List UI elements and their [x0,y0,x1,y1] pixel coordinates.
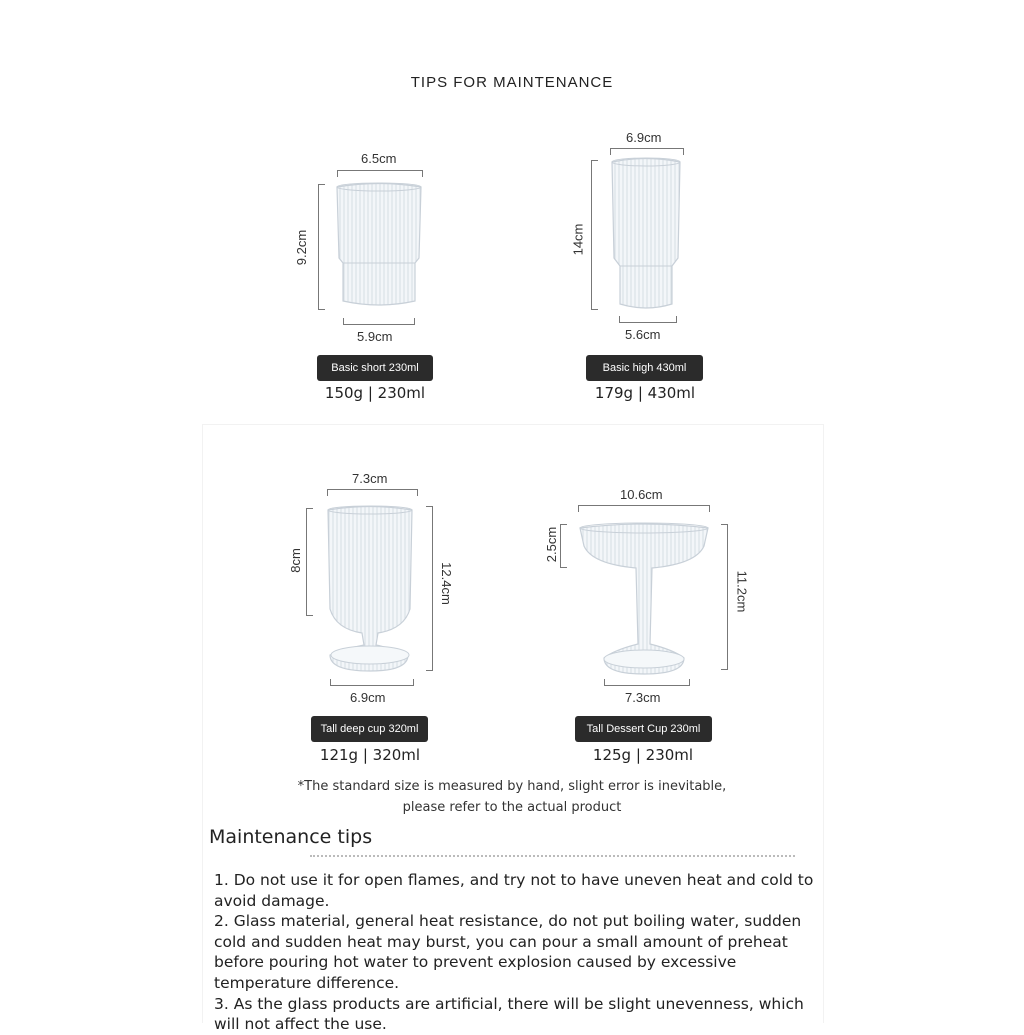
height-label: 12.4cm [438,562,454,605]
product-spec: 121g | 320ml [319,746,421,764]
top-width-bracket [337,170,423,177]
top-width-label: 6.5cm [361,151,397,166]
bowl-height-bracket [306,508,313,616]
measurement-note-line2: please refer to the actual product [402,800,622,815]
maintenance-tip: 1. Do not use it for open flames, and try not to have uneven heat and cold to avoid damage. [214,871,814,910]
product-tag: Tall Dessert Cup 230ml [575,716,712,742]
top-width-label: 6.9cm [626,130,662,145]
height-bracket [591,160,598,310]
bowl-height-bracket [560,524,567,568]
bottom-width-bracket [330,679,414,686]
basic-short-glass-illustration [335,183,425,313]
top-width-label: 10.6cm [620,487,663,502]
product-spec: 125g | 230ml [592,746,694,764]
dotted-divider [310,855,795,857]
bottom-width-bracket [604,679,690,686]
product-spec: 150g | 230ml [324,384,426,402]
measurement-note-line1: *The standard size is measured by hand, slight error is inevitable, [297,779,727,794]
top-width-label: 7.3cm [352,471,388,486]
maintenance-tip: 3. As the glass products are artificial, there will be slight unevenness, which will not affect the use. [214,994,804,1034]
height-label: 11.2cm [734,570,750,613]
tall-deep-cup-illustration [324,505,416,675]
maintenance-tip: 2. Glass material, general heat resistance, do not put boiling water, sudden cold and sudden heat may burst, you can pour a small amount of preheat before pouring hot water to prevent explosion caused by excessive temperature difference. [214,912,802,992]
product-tag: Basic high 430ml [586,355,703,381]
top-width-bracket [327,489,418,496]
bottom-width-label: 5.6cm [625,327,661,342]
height-label: 14cm [570,223,586,256]
height-bracket [318,184,325,310]
top-width-bracket [610,148,684,155]
tall-dessert-cup-illustration [578,522,712,677]
top-width-bracket [578,505,710,512]
bowl-height-label: 2.5cm [544,526,560,563]
bowl-height-label: 8cm [287,548,303,573]
product-spec: 179g | 430ml [594,384,696,402]
product-tag: Tall deep cup 320ml [311,716,428,742]
bottom-width-label: 6.9cm [350,690,386,705]
height-label: 9.2cm [294,229,310,266]
bottom-width-bracket [619,316,677,323]
maintenance-tips-list [214,870,826,1035]
bottom-width-label: 7.3cm [625,690,661,705]
bottom-width-label: 5.9cm [357,329,393,344]
basic-high-glass-illustration [610,158,686,314]
product-tag: Basic short 230ml [317,355,433,381]
page-heading: TIPS FOR MAINTENANCE [410,74,614,91]
height-bracket [721,524,728,670]
height-bracket [426,506,433,671]
bottom-width-bracket [343,318,415,325]
maintenance-title: Maintenance tips [209,826,373,848]
